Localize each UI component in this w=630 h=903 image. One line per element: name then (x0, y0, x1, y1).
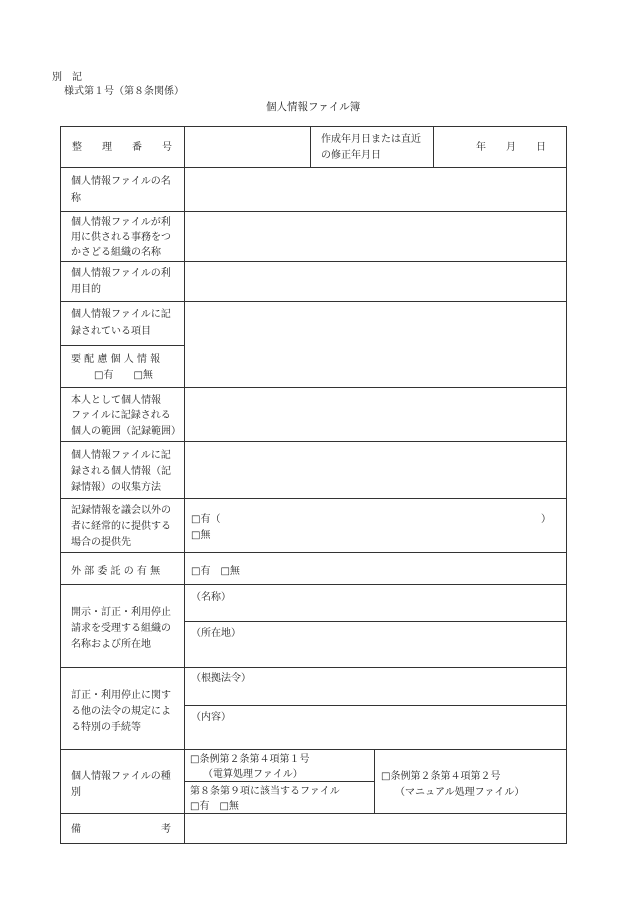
date-label-line2: の修正年月日 (321, 150, 381, 161)
provide-yes-checkbox[interactable]: □有（ (191, 514, 221, 525)
other-law-label-3: る特別の手続等 (71, 722, 141, 733)
request-address-field[interactable]: （所在地） (191, 628, 241, 639)
type-option-manual[interactable]: □条例第２条第４項第２号 (381, 771, 501, 782)
type-option-electronic[interactable]: □条例第２条第４項第１号 (190, 754, 310, 765)
annex-label: 別 記 (52, 72, 82, 83)
type-option-electronic-sub: （電算処理ファイル） (203, 769, 303, 780)
method-label-2: 録される個人情報（記 (71, 466, 171, 477)
other-law-label-1: 訂正・利用停止に関す (71, 690, 171, 701)
request-label-3: 名称および所在地 (71, 639, 151, 650)
document-title: 個人情報ファイル簿 (266, 101, 361, 113)
article8-checkboxes[interactable]: □有 □無 (190, 801, 239, 812)
provide-label-1: 記録情報を議会以外の (71, 505, 171, 516)
org-label-3: かさどる組織の名称 (71, 247, 161, 258)
sensitive-label: 要 配 慮 個 人 情 報 (71, 354, 161, 365)
file-name-label-2: 称 (71, 193, 81, 204)
date-label-line1: 作成年月日または直近 (321, 134, 421, 145)
file-type-label-2: 別 (71, 787, 81, 798)
date-value: 年 月 日 (476, 142, 546, 153)
remarks-label: 備 考 (71, 824, 171, 835)
other-law-label-2: る他の法令の規定によ (71, 706, 171, 717)
file-name-label-1: 個人情報ファイルの名 (71, 176, 171, 187)
request-name-field[interactable]: （名称） (191, 592, 231, 603)
type-option-manual-sub: （マニュアル処理ファイル） (395, 787, 525, 798)
sensitive-checkboxes[interactable]: □有 □無 (94, 370, 153, 381)
provide-label-2: 者に経常的に提供する (71, 521, 171, 532)
org-label-1: 個人情報ファイルが利 (71, 217, 171, 228)
org-label-2: 用に供される事務をつ (71, 232, 171, 243)
serial-number-label: 整 理 番 号 (72, 142, 172, 153)
request-label-1: 開示・訂正・利用停止 (71, 607, 171, 618)
scope-label-3: 個人の範囲（記録範囲） (71, 426, 181, 437)
article8-label: 第８条第９項に該当するファイル (190, 786, 340, 797)
file-type-label-1: 個人情報ファイルの種 (71, 771, 171, 782)
purpose-label-1: 個人情報ファイルの利 (71, 268, 171, 279)
method-label-3: 録情報）の収集方法 (71, 482, 161, 493)
outsource-label: 外 部 委 託 の 有 無 (71, 566, 161, 577)
form-number: 様式第１号（第８条関係） (64, 86, 184, 97)
items-label-2: 録されている項目 (71, 326, 151, 337)
items-label-1: 個人情報ファイルに記 (71, 309, 171, 320)
provide-no-checkbox[interactable]: □無 (191, 530, 211, 541)
provide-label-3: 場合の提供先 (71, 537, 131, 548)
purpose-label-2: 用目的 (71, 284, 101, 295)
method-label-1: 個人情報ファイルに記 (71, 450, 171, 461)
provide-close-paren: ） (541, 514, 551, 525)
law-content-field[interactable]: （内容） (191, 712, 231, 723)
request-label-2: 請求を受理する組織の (71, 623, 171, 634)
scope-label-2: ファイルに記録される (71, 410, 171, 421)
outsource-checkboxes[interactable]: □有 □無 (191, 566, 240, 577)
basis-law-field[interactable]: （根拠法令） (191, 673, 251, 684)
scope-label-1: 本人として個人情報 (71, 395, 161, 406)
